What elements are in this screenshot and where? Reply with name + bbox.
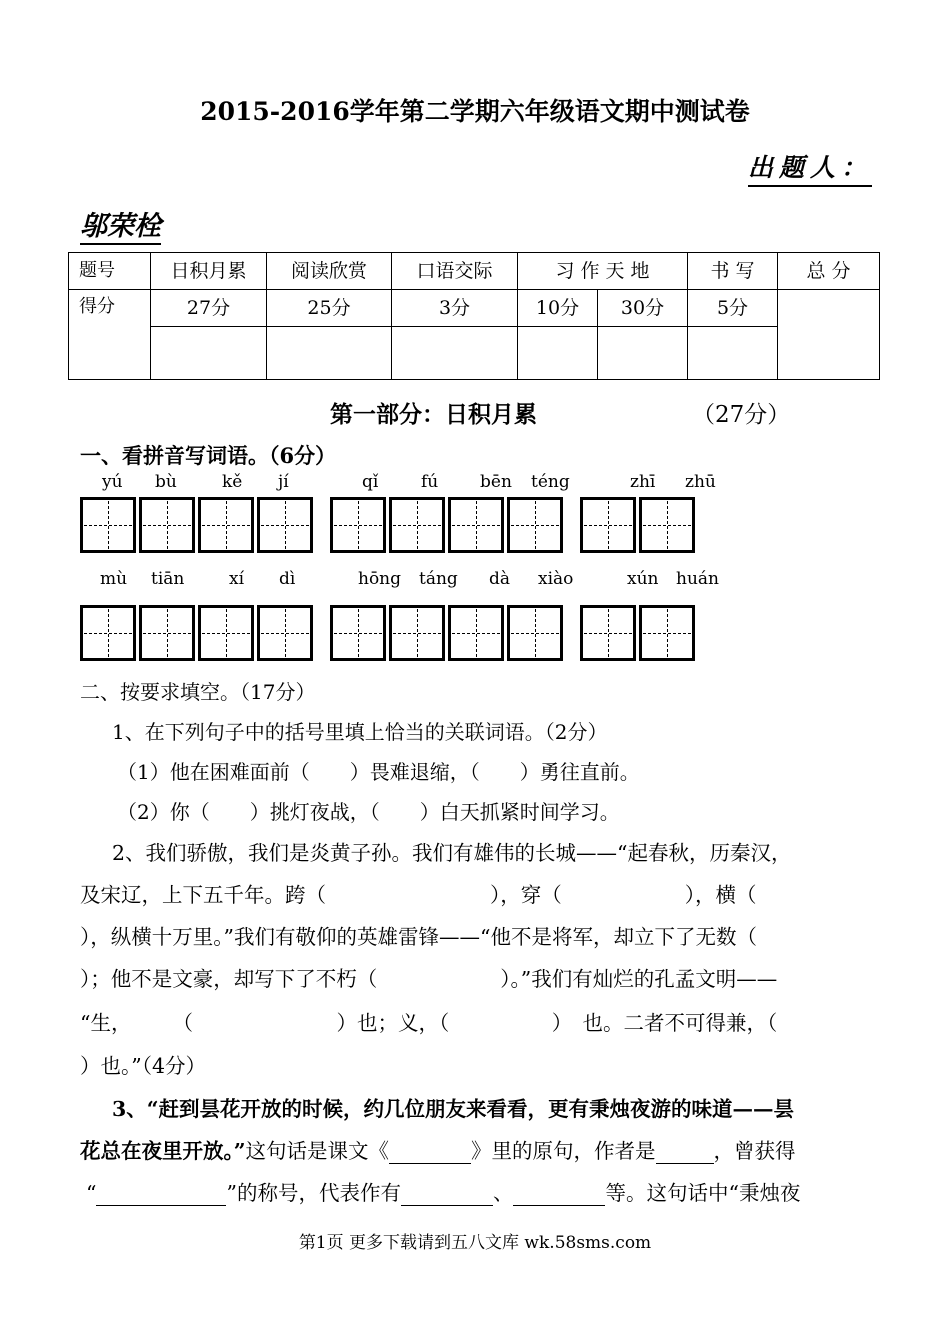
total-score-cell[interactable]: [778, 290, 880, 380]
q1-title: [80, 440, 336, 470]
score-entry-cell[interactable]: [392, 327, 518, 380]
answer-grid-box[interactable]: [507, 497, 563, 553]
q2-sub2-line: ）；他不是文豪，却写下了不朽（ ）。”我们有灿烂的孔孟文明——: [80, 967, 778, 991]
points-cell: 5分: [688, 290, 778, 327]
pinyin: dà: [489, 569, 511, 589]
pinyin: xiào: [538, 569, 574, 589]
pinyin: zhū: [685, 472, 716, 492]
score-header-cell: 习 作 天 地: [518, 253, 688, 290]
score-label-cell: 得分: [69, 290, 151, 380]
blank-work-2[interactable]: [513, 1181, 605, 1206]
score-entry-cell[interactable]: [151, 327, 267, 380]
pinyin: bù: [155, 472, 177, 492]
pinyin: xí: [229, 569, 245, 589]
answer-grid-box[interactable]: [580, 605, 636, 661]
points-cell: 3分: [392, 290, 518, 327]
answer-grid-box[interactable]: [257, 497, 313, 553]
q2-sub3-text: 》里的原句，作者是: [471, 1139, 656, 1163]
answer-grid-box[interactable]: [448, 605, 504, 661]
score-entry-cell[interactable]: [518, 327, 598, 380]
score-header-cell: 书 写: [688, 253, 778, 290]
answer-grid-box[interactable]: [139, 497, 195, 553]
points-cell: 27分: [151, 290, 267, 327]
q2-title: 二、按要求填空。（17分）: [80, 680, 316, 704]
pinyin: xún: [627, 569, 659, 589]
score-header-cell: 题号: [69, 253, 151, 290]
q2-sub3-line2: [80, 1134, 796, 1164]
blank-author[interactable]: [656, 1139, 714, 1164]
q2-sub3-quote: 3、“赶到昙花开放的时候，约几位朋友来看看，更有秉烛夜游的味道——昙: [112, 1097, 795, 1121]
pinyin: tiān: [151, 569, 185, 589]
score-header-cell: 总 分: [778, 253, 880, 290]
q2-sub2-line: ）也。”（4分）: [80, 1054, 207, 1078]
q2-sub2-line: 及宋辽，上下五千年。跨（ ），穿（ ），横（: [80, 883, 757, 907]
pinyin: qǐ: [362, 472, 379, 492]
points-cell: 10分: [518, 290, 598, 327]
blank-honor-title[interactable]: [96, 1181, 226, 1206]
pinyin: hōng: [358, 569, 402, 589]
answer-grid-box[interactable]: [448, 497, 504, 553]
page-footer: 第1页 更多下载请到五八文库 wk.58sms.com: [298, 1233, 652, 1253]
answer-grid-box[interactable]: [389, 497, 445, 553]
answer-grid-box[interactable]: [580, 497, 636, 553]
answer-grid-box[interactable]: [389, 605, 445, 661]
pinyin: zhī: [630, 472, 656, 492]
blank-lesson-title[interactable]: [389, 1139, 471, 1164]
pinyin: huán: [676, 569, 719, 589]
pinyin: dì: [279, 569, 296, 589]
answer-grid-box[interactable]: [639, 497, 695, 553]
score-entry-cell[interactable]: [598, 327, 688, 380]
q2-sub3-text: 这句话是课文《: [245, 1139, 390, 1163]
answer-grid-box[interactable]: [257, 605, 313, 661]
part1-score: （27分）: [692, 402, 791, 428]
q2-sub2-line: 2、我们骄傲，我们是炎黄子孙。我们有雄伟的长城——“起春秋，历秦汉，: [112, 841, 792, 865]
pinyin: mù: [100, 569, 128, 589]
answer-grid-box[interactable]: [330, 497, 386, 553]
q2-sub3-quote-end: 花总在夜里开放。”: [80, 1139, 246, 1163]
answer-grid-box[interactable]: [330, 605, 386, 661]
page-title: 2015-2016学年第二学期六年级语文期中测试卷: [200, 97, 750, 126]
score-header-cell: 阅读欣赏: [267, 253, 392, 290]
setter-label: 出题人：: [748, 148, 872, 187]
answer-grid-box[interactable]: [198, 497, 254, 553]
points-cell: 30分: [598, 290, 688, 327]
pinyin: téng: [531, 472, 570, 492]
score-table: [68, 252, 880, 380]
q2-sub1: 1、在下列句子中的括号里填上恰当的关联词语。（2分）: [112, 720, 608, 744]
pinyin: jí: [278, 472, 289, 492]
q2-sub2-line: ），纵横十万里。”我们有敬仰的英雄雷锋——“他不是将军，却立下了无数（: [80, 925, 757, 949]
points-cell: 25分: [267, 290, 392, 327]
q2-sub3-text: 、: [492, 1181, 514, 1205]
pinyin: fú: [421, 472, 439, 492]
q2-sub3-text: ，曾获得: [713, 1139, 796, 1163]
answer-grid-box[interactable]: [80, 497, 136, 553]
score-entry-cell[interactable]: [688, 327, 778, 380]
pinyin: yú: [102, 472, 123, 492]
answer-grid-box[interactable]: [507, 605, 563, 661]
score-header-cell: 日积月累: [151, 253, 267, 290]
q2-sub1-item1: （1）他在困难面前（ ）畏难退缩，（ ）勇往直前。: [117, 760, 640, 784]
answer-grid-box[interactable]: [639, 605, 695, 661]
q1-title-text: 一、看拼音写词语。（6分）: [80, 443, 337, 468]
score-entry-cell[interactable]: [267, 327, 392, 380]
answer-grid-box[interactable]: [198, 605, 254, 661]
q2-sub3-text: ”的称号，代表作有: [226, 1181, 401, 1205]
part1-title: 第一部分：日积月累: [330, 401, 537, 428]
q2-sub2-line: “生， （ ）也；义，（ ） 也。二者不可得兼，（: [80, 1011, 778, 1035]
answer-grid-box[interactable]: [80, 605, 136, 661]
q2-sub3-line3: [86, 1176, 800, 1206]
q2-sub3-text: “: [86, 1181, 97, 1205]
pinyin: kě: [222, 472, 243, 492]
setter-name: 邬荣栓: [80, 204, 161, 245]
answer-grid-box[interactable]: [139, 605, 195, 661]
pinyin: táng: [419, 569, 458, 589]
score-header-cell: 口语交际: [392, 253, 518, 290]
q2-sub1-item2: （2）你（ ）挑灯夜战，（ ）白天抓紧时间学习。: [117, 800, 620, 824]
pinyin: bēn: [480, 472, 512, 492]
blank-work-1[interactable]: [401, 1181, 493, 1206]
q2-sub3-text: 等。这句话中“秉烛夜: [605, 1181, 801, 1205]
